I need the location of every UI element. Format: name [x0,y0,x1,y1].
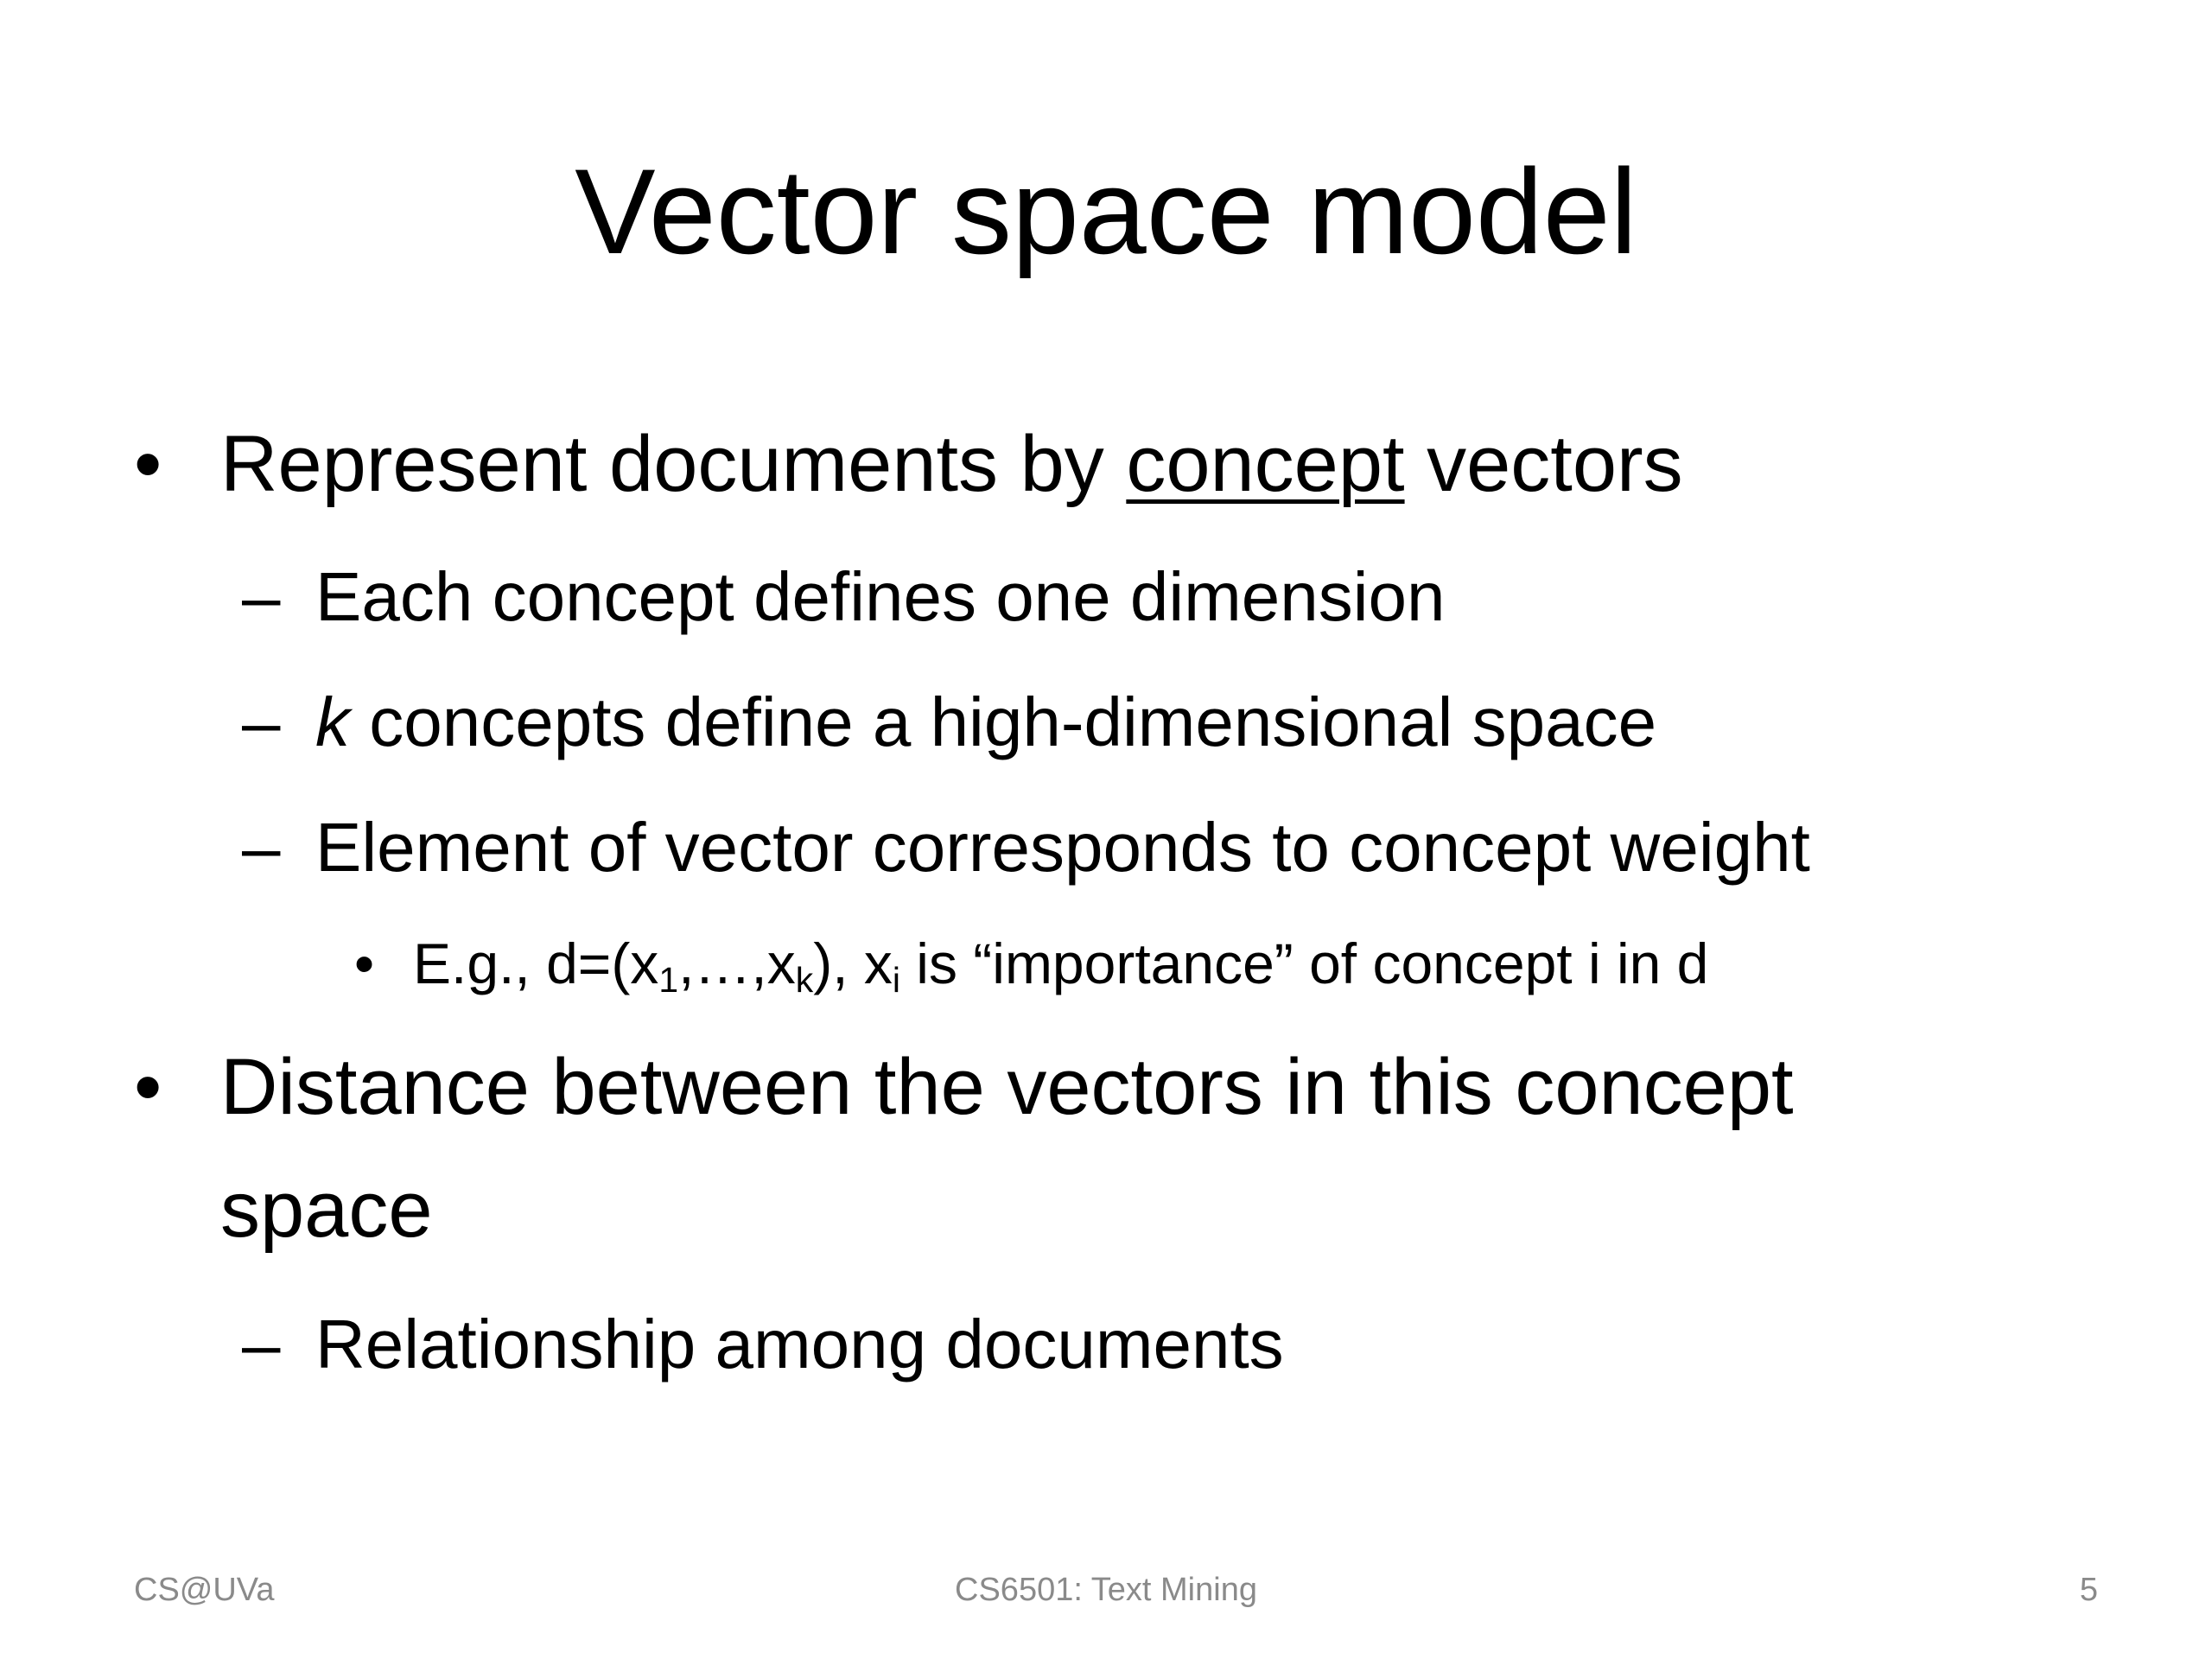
bullet-marker: • [134,420,162,508]
subscript-1: 1 [658,960,679,1001]
footer-center: CS6501: Text Mining [955,1572,1257,1608]
subscript-i: i [892,960,900,1001]
dash-marker: – [242,809,281,886]
footer-page-number: 5 [2079,1572,2098,1608]
example-text-part: ), x [813,931,893,995]
bullet-distance-line1: Distance between the vectors in this concept [220,1043,1794,1131]
dash-marker: – [242,683,281,760]
bullet-text-after: vectors [1404,420,1683,508]
small-bullet-marker: • [354,931,375,995]
bullet-marker: • [134,1043,162,1131]
bullet-text-before: Represent documents by [220,420,1127,508]
bullet-represent-documents [220,416,1683,512]
example-text-part: ,…,x [678,931,796,995]
subbullet-k-concepts [315,681,1656,764]
example-text-part: E.g., d=(x [413,931,659,995]
slide-title: Vector space model [575,143,1637,279]
dash-marker: – [242,558,281,635]
subbullet-text: concepts define a high-dimensional space [350,683,1657,760]
underlined-concept-word: concept [1126,420,1405,508]
subscript-k: k [795,960,814,1001]
subbullet-each-concept: Each concept defines one dimension [315,558,1446,635]
italic-k: k [315,683,350,760]
footer-left: CS@UVa [134,1572,275,1608]
subsubbullet-example [413,929,1709,1001]
subbullet-relationship: Relationship among documents [315,1306,1284,1382]
subbullet-element-of-vector: Element of vector corresponds to concept weight [315,809,1810,886]
dash-marker: – [242,1306,281,1382]
bullet-distance-line2: space [220,1166,433,1254]
example-text-part: is “importance” of concept i in d [899,931,1709,995]
